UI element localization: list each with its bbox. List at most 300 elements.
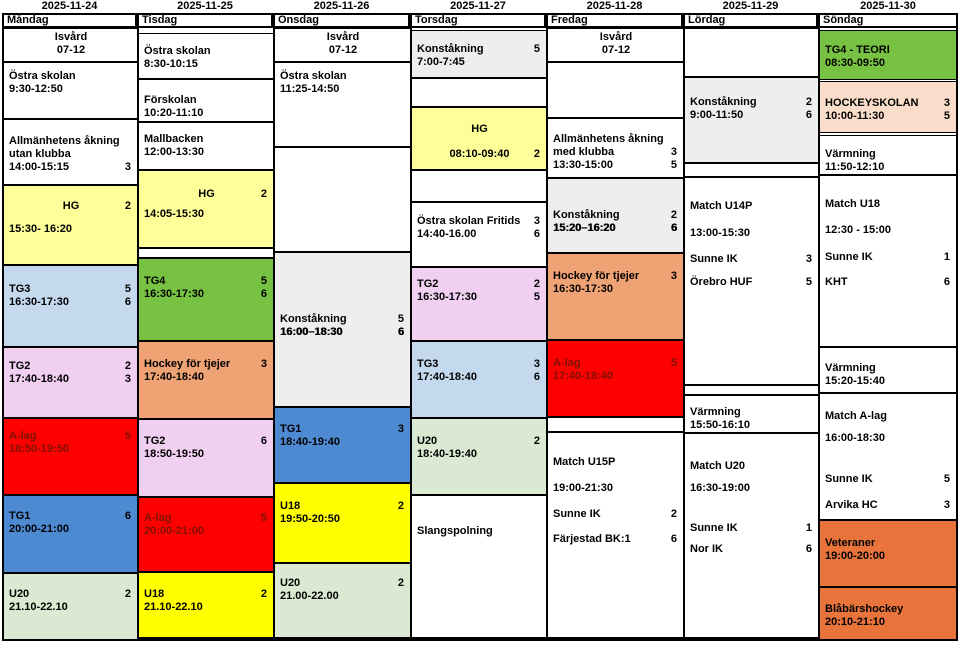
event-line [417,435,542,448]
schedule-block[interactable] [4,347,137,418]
event-line [9,296,133,309]
event-number: 3 [124,161,131,173]
event-text: 19:00-20:00 [825,550,885,562]
event-line [144,371,269,384]
schedule-block[interactable] [820,347,956,393]
event-number: 5 [124,430,131,442]
schedule-block[interactable] [275,147,410,252]
event-text: U20 [417,435,438,447]
event-text: 14:40-16.00 [417,228,477,240]
schedule-block[interactable] [548,62,683,118]
event-line [9,510,133,523]
event-text: 18:40-19:40 [280,436,340,448]
event-number: 6 [397,326,404,338]
schedule-block[interactable] [820,135,956,175]
event-line [417,215,542,228]
event-line [553,370,679,383]
schedule-block[interactable] [412,341,546,418]
event-number: 3 [260,358,267,370]
event-text: 07-12 [601,44,631,56]
schedule-block[interactable] [275,62,410,147]
event-line [825,616,952,629]
event-line [9,31,133,44]
event-text: 15:20-15:40 [825,375,885,387]
date-label: 2025-11-29 [722,0,779,12]
event-text: Konståkning [690,96,757,108]
event-text: 21.10-22.10 [9,601,68,613]
event-text: 20:00-21:00 [144,525,204,537]
event-text: Hockey för tjejer [553,270,640,282]
event-line [690,406,814,419]
schedule-block[interactable] [820,587,956,640]
schedule-block[interactable] [139,572,273,638]
schedule-block[interactable] [548,178,683,253]
event-line [417,148,542,161]
event-number: 6 [670,533,677,545]
event-number: 5 [805,276,812,288]
schedule-block[interactable] [685,163,818,177]
schedule-block[interactable] [4,495,137,573]
schedule-block[interactable] [275,28,410,62]
event-text: 7:00-7:45 [417,56,465,68]
event-line [144,358,269,371]
event-line [825,550,952,563]
event-line [553,456,679,469]
event-text: Östra skolan Fritids [417,215,521,227]
event-number: 5 [397,313,404,325]
event-line [553,508,679,521]
event-text: 15:50-16:10 [690,419,750,431]
event-line [280,590,406,603]
event-line [280,44,406,57]
event-line [144,94,269,107]
event-text: 16:30-17:30 [144,288,204,300]
event-line [825,362,952,375]
schedule-block[interactable] [412,107,546,170]
event-number: 6 [533,228,540,240]
schedule-block[interactable] [139,122,273,170]
schedule-block[interactable] [685,433,818,638]
event-number: 2 [533,148,540,160]
event-number: 6 [124,510,131,522]
event-line [144,275,269,288]
event-line [825,473,952,486]
event-line [553,533,679,546]
schedule-block[interactable] [275,407,410,483]
event-number: 2 [124,200,131,212]
event-line [553,357,679,370]
event-text: 21.10-22.10 [144,601,203,613]
event-text: 19:00-21:30 [553,482,613,494]
date-label: 2025-11-24 [41,0,98,12]
event-line [9,135,133,148]
event-text: HG [198,188,215,200]
event-line [825,161,952,174]
event-number: 5 [124,283,131,295]
event-text: Slangspolning [417,525,493,537]
event-number: 5 [260,512,267,524]
event-text: 15:20–16:20 [553,222,616,234]
event-line [417,278,542,291]
event-line [9,223,133,236]
date-label: 2025-11-27 [450,0,506,12]
event-line [825,44,952,57]
schedule-block[interactable] [412,170,546,202]
event-text: 15:30- 16:20 [9,223,72,235]
event-line [553,31,679,44]
event-number: 5 [670,159,677,171]
schedule-block[interactable] [820,520,956,587]
schedule-block[interactable] [139,497,273,572]
schedule-block[interactable] [4,185,137,265]
schedule-block[interactable] [4,418,137,495]
event-number: 5 [670,357,677,369]
event-line [280,500,406,513]
event-line [9,373,133,386]
event-text: Match U15P [553,456,616,468]
event-line [144,208,269,221]
schedule-block[interactable] [412,30,546,78]
schedule-block[interactable] [685,177,818,385]
day-header: Måndag [2,13,137,28]
day-header: Fredag [546,13,683,28]
event-number: 6 [260,288,267,300]
event-text: KHT [825,276,848,288]
event-line [553,209,679,222]
schedule-block[interactable] [139,258,273,341]
event-line [417,228,542,241]
schedule-block[interactable] [412,418,546,495]
event-line [280,31,406,44]
schedule-block[interactable] [139,419,273,497]
event-text: A-lag [553,357,581,369]
event-line [690,253,814,266]
event-line [417,358,542,371]
event-line [825,537,952,550]
event-line [144,448,269,461]
event-line [280,423,406,436]
event-text: 07-12 [56,44,86,56]
schedule-block[interactable] [4,265,137,347]
event-text: Isvård [326,31,360,43]
event-number: 2 [124,588,131,600]
event-number: 2 [124,360,131,372]
event-text: 18:50-19:50 [144,448,204,460]
event-text: Match U18 [825,198,881,210]
event-text: TG1 [280,423,302,435]
event-number: 2 [260,188,267,200]
event-number: 2 [533,435,540,447]
event-text: 16:00–18:30 [280,326,343,338]
event-line [690,109,814,122]
schedule-block[interactable] [548,417,683,432]
event-number: 1 [805,522,812,534]
event-line [825,375,952,388]
event-text: Match U20 [690,460,746,472]
event-text: Match U14P [690,200,753,212]
event-text: HG [62,200,80,212]
schedule-block[interactable] [548,253,683,340]
event-text: utan klubba [9,148,71,160]
event-text: 16:30-17:30 [9,296,69,308]
event-text: Blåbärshockey [825,603,904,615]
event-line [825,251,952,264]
schedule-block[interactable] [820,175,956,347]
event-text: TG2 [9,360,31,372]
event-line [690,200,814,213]
event-text: Mallbacken [144,133,204,145]
event-text: 13:00-15:30 [690,227,750,239]
event-line [417,525,542,538]
event-number: 5 [943,110,950,122]
event-line [280,436,406,449]
schedule-block[interactable] [139,33,273,79]
date-label: 2025-11-30 [860,0,916,12]
event-number: 2 [260,588,267,600]
event-line [280,70,406,83]
event-text: Östra skolan [9,70,76,82]
event-text: A-lag [144,512,172,524]
schedule-block[interactable] [4,573,137,640]
event-line [553,146,679,159]
event-line [9,523,133,536]
schedule-block[interactable] [412,267,546,341]
event-text: U18 [144,588,165,600]
event-text: Sunne IK [690,522,738,534]
schedule-block[interactable] [4,62,137,119]
event-line [553,270,679,283]
event-line [9,430,133,443]
event-text: TG4 [144,275,166,287]
schedule-block[interactable] [548,118,683,178]
event-text: 14:05-15:30 [144,208,204,220]
event-line [690,276,814,289]
schedule-block[interactable] [412,495,546,638]
day-header: Tisdag [137,13,273,28]
event-text: Örebro HUF [690,276,753,288]
event-number: 3 [533,358,540,370]
event-text: 10:00-11:30 [825,110,885,122]
event-number: 3 [670,146,677,158]
day-column [137,28,273,640]
event-number: 3 [533,215,540,227]
event-line [144,58,269,71]
event-line [9,83,133,96]
event-line [553,133,679,146]
schedule-block[interactable] [139,170,273,248]
event-text: 9:00-11:50 [690,109,744,121]
schedule-block[interactable] [685,385,818,395]
event-text: Östra skolan [144,45,211,57]
event-text: 16:30-19:00 [690,482,750,494]
event-text: U18 [280,500,301,512]
event-text: 08:10-09:40 [449,148,510,160]
schedule-block[interactable] [4,28,137,62]
event-number: 1 [943,251,950,263]
event-line [690,543,814,556]
event-text: Färjestad BK:1 [553,533,631,545]
event-line [280,83,406,96]
event-line [144,133,269,146]
event-text: Konståkning [553,209,620,221]
day-header: Onsdag [273,13,410,28]
schedule-block[interactable] [139,248,273,258]
event-line [280,326,406,339]
schedule-block[interactable] [4,119,137,185]
schedule-block[interactable] [685,28,818,77]
event-line [690,419,814,432]
day-header: Söndag [818,13,958,28]
event-text: TG3 [9,283,31,295]
event-number: 6 [805,109,812,121]
event-text: 12:30 - 15:00 [825,224,892,236]
event-number: 5 [943,473,950,485]
event-text: 13:30-15:00 [553,159,613,171]
event-line [144,107,269,120]
event-text: TG3 [417,358,439,370]
schedule-block[interactable] [139,341,273,419]
day-column [683,28,818,640]
event-line [553,482,679,495]
event-number: 3 [397,423,404,435]
event-number: 6 [943,276,950,288]
event-number: 2 [397,500,404,512]
event-text: Isvård [54,31,88,43]
event-text: TG2 [144,435,166,447]
event-text: Arvika HC [825,499,878,511]
event-number: 5 [533,291,540,303]
day-header: Lördag [683,13,818,28]
event-line [825,148,952,161]
day-column [546,28,683,640]
event-text: 18:40-19:40 [417,448,477,460]
schedule-block[interactable] [548,28,683,62]
event-text: Match A-lag [825,410,887,422]
event-number: 6 [805,543,812,555]
event-text: 21.00-22.00 [280,590,339,602]
event-text: 16:30-17:30 [553,283,613,295]
event-number: 6 [670,222,677,234]
event-text: 12:00-13:30 [144,146,204,158]
schedule-block[interactable] [820,81,956,133]
event-line [9,360,133,373]
event-text: HG [471,123,488,135]
event-text: 17:40-18:40 [417,371,477,383]
event-text: 19:50-20:50 [280,513,340,525]
event-number: 5 [533,43,540,55]
schedule-block[interactable] [685,395,818,433]
event-line [825,198,952,211]
schedule-block[interactable] [820,393,956,520]
event-text: 17:40-18:40 [553,370,613,382]
event-line [690,460,814,473]
event-line [690,482,814,495]
event-text: Förskolan [144,94,197,106]
event-text: Värmning [690,406,741,418]
event-line [553,283,679,296]
event-line [690,522,814,535]
schedule-block[interactable] [275,252,410,407]
event-text: Hockey för tjejer [144,358,231,370]
event-line [9,148,133,161]
event-line [825,603,952,616]
event-text: Sunne IK [825,251,873,263]
event-text: 11:50-12:10 [825,161,885,173]
date-label: 2025-11-25 [177,0,233,12]
event-line [417,123,542,136]
schedule-block[interactable] [820,30,956,80]
event-text: 17:40-18:40 [144,371,204,383]
event-line [280,577,406,590]
event-line [144,288,269,301]
event-text: U20 [9,588,30,600]
event-line [417,56,542,69]
schedule-block[interactable] [139,79,273,122]
event-line [9,283,133,296]
event-number: 5 [260,275,267,287]
event-line [144,601,269,614]
day-column [2,28,137,640]
event-text: 17:40-18:40 [9,373,69,385]
day-column [273,28,410,640]
event-line [690,227,814,240]
event-line [144,188,269,201]
event-line [825,224,952,237]
schedule-block[interactable] [548,432,683,638]
event-text: 14:00-15:15 [9,161,69,173]
schedule-block[interactable] [548,340,683,417]
event-text: 16:00-18:30 [825,432,885,444]
event-number: 2 [670,508,677,520]
event-text: Allmänhetens åkning [9,135,120,147]
event-number: 3 [124,373,131,385]
event-line [144,146,269,159]
event-text: Östra skolan [280,70,347,82]
event-text: TG2 [417,278,439,290]
day-header: Torsdag [410,13,546,28]
schedule-block[interactable] [275,483,410,563]
event-line [825,97,952,110]
schedule-block[interactable] [275,563,410,638]
event-text: TG1 [9,510,31,522]
event-text: Sunne IK [553,508,601,520]
event-line [280,313,406,326]
event-line [417,291,542,304]
event-line [144,45,269,58]
event-number: 2 [533,278,540,290]
schedule-block[interactable] [412,78,546,107]
date-label: 2025-11-26 [313,0,370,12]
schedule-block[interactable] [412,202,546,267]
event-line [9,443,133,456]
event-line [825,57,952,70]
event-line [553,159,679,172]
schedule-block[interactable] [685,77,818,163]
event-line [280,513,406,526]
event-number: 3 [805,253,812,265]
event-text: Värmning [825,148,876,160]
event-line [144,525,269,538]
event-text: 20:00-21:00 [9,523,69,535]
event-number: 3 [670,270,677,282]
event-number: 6 [533,371,540,383]
event-line [417,43,542,56]
event-line [417,448,542,461]
event-text: Nor IK [690,543,723,555]
event-line [9,70,133,83]
day-column [818,28,958,640]
event-number: 6 [124,296,131,308]
